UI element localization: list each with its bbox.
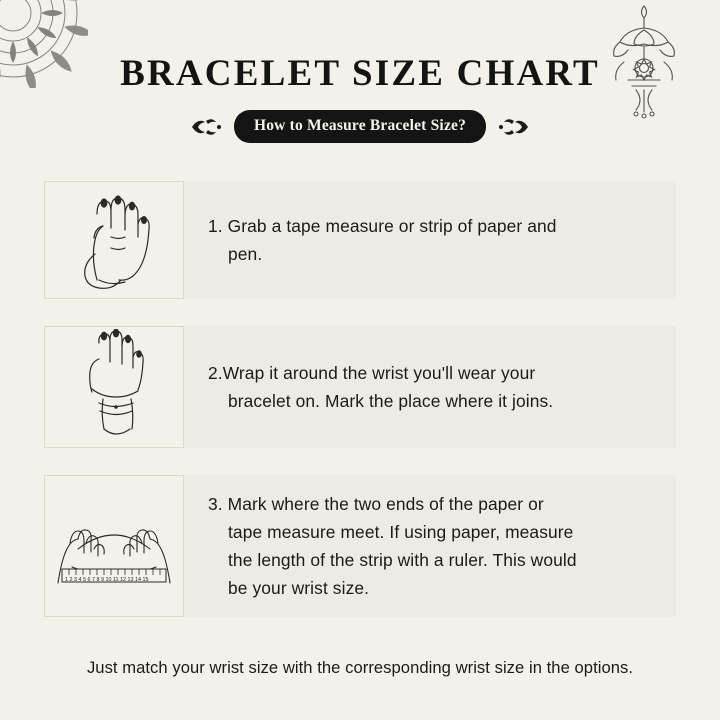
wrist-wrap-icon	[59, 329, 169, 445]
subtitle-row	[0, 110, 720, 143]
step-3-line-2: tape measure meet. If using paper, measure	[228, 521, 574, 542]
step-2-line-1: 2.Wrap it around the wrist you'll wear your	[208, 362, 536, 383]
page-title: BRACELET SIZE CHART	[120, 53, 600, 94]
step-3-text	[184, 475, 676, 617]
list-item	[44, 475, 676, 617]
flourish-right-icon	[496, 116, 530, 138]
ruler-measure-icon	[48, 487, 180, 605]
step-1-text	[184, 181, 676, 299]
step-2-illustration	[44, 326, 184, 448]
step-2-line-2: bracelet on. Mark the place where it joins.	[228, 391, 554, 411]
step-1-line-1: 1. Grab a tape measure or strip of paper and	[208, 215, 557, 236]
step-3-line-3: the length of the strip with a ruler. This would	[228, 550, 577, 570]
list-item	[44, 181, 676, 299]
fist-with-tape-icon	[59, 184, 169, 296]
step-1-line-2: pen.	[228, 244, 263, 264]
ruler-ticks: 1 2 3 4 5 6 7 8 9 10 11 12 13 14 15	[65, 577, 149, 583]
step-3-illustration	[44, 475, 184, 617]
step-3-line-1: 3. Mark where the two ends of the paper or	[208, 493, 544, 514]
flourish-left-icon	[190, 116, 224, 138]
step-2-text	[184, 326, 676, 448]
step-3-line-4: be your wrist size.	[228, 578, 370, 599]
step-1-illustration	[44, 181, 184, 299]
subtitle-pill: How to Measure Bracelet Size?	[234, 110, 486, 143]
steps-list	[44, 181, 676, 644]
list-item	[44, 326, 676, 448]
footer-note: Just match your wrist size with the corresponding wrist size in the options.	[86, 658, 634, 677]
